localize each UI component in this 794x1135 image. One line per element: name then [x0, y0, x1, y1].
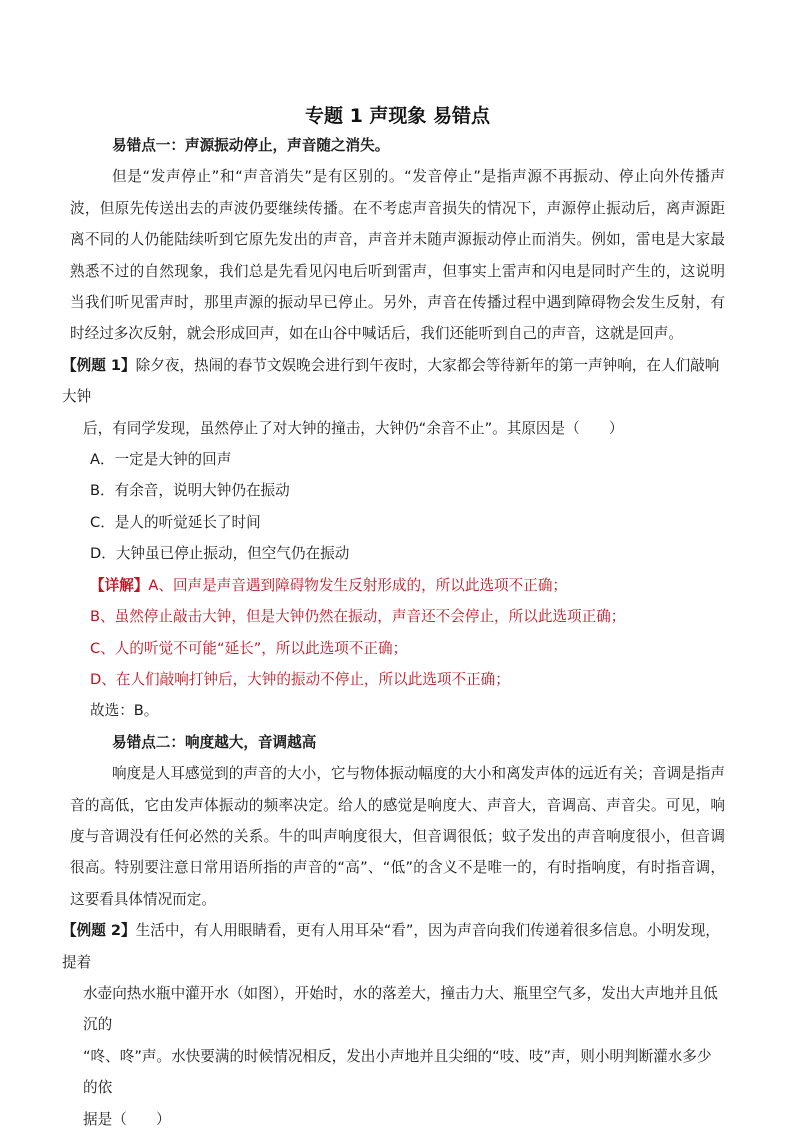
option-b: B．有余音，说明大钟仍在振动	[90, 482, 290, 500]
explanation-d: D、在人们敲响打钟后，大钟的振动不停止，所以此选项不正确；	[90, 670, 510, 688]
explanation-a-text: A、回声是声音遇到障碍物发生反射形成的，所以此选项不正确；	[148, 576, 568, 594]
page-title: 专题 1 声现象 易错点	[304, 105, 491, 127]
option-d: D．大钟虽已停止振动，但空气仍在振动	[90, 545, 350, 563]
option-a: A．一定是大钟的回声	[90, 451, 232, 469]
example-2-text-1: 生活中，有人用眼睛看，更有人用耳朵“看”，因为声音向我们传递着很多信息。小明发现，提着	[62, 922, 720, 971]
example-2	[62, 915, 725, 1135]
error-point-2-heading: 易错点二：响度越大，音调越高	[112, 733, 317, 751]
answer: 故选：B。	[90, 702, 159, 720]
explanation-tag: 【详解】	[90, 576, 149, 594]
explanation-a	[70, 570, 725, 601]
example-2-tag: 【例题 2】	[62, 922, 136, 940]
example-2-line-4: 据是（ ）	[83, 1110, 171, 1128]
example-1-line-1	[62, 350, 725, 413]
example-1-text-1: 除夕夜，热闹的春节文娱晚会进行到午夜时，大家都会等待新年的第一声钟响，在人们敲响大钟	[62, 356, 720, 406]
error-point-1-paragraph: 但是“发声停止”和“声音消失”是有区别的。“发音停止”是指声源不再振动、停止向外传播声波，但原先传送出去的声波仍要继续传播。在不考虑声音损失的情况下，声源停止振动后，离声源距离不同的人仍能陆续听到它原先发出的声音，声音并未随声源振动停止而消失。例如，雷电是大家最熟悉不过的自然现象，我们总是先看见闪电后听到雷声，但事实上雷声和闪电是同时产生的，这说明当我们听见雷声时，那里声源的振动早已停止。另外，声音在传播过程中遇到障碍物会发生反射，有时经过多次反射，就会形成回声，如在山谷中喊话后，我们还能听到自己的声音，这就是回声。	[70, 168, 725, 343]
example-2-line-2: 水壶向热水瓶中灌开水（如图），开始时，水的落差大，撞击力大、瓶里空气多，发出大声地并且低沉的	[83, 984, 718, 1034]
example-1-tag: 【例题 1】	[62, 356, 136, 374]
document-content	[62, 102, 725, 1135]
explanation-b: B、虽然停止敲击大钟，但是大钟仍然在振动，声音还不会停止，所以此选项正确；	[90, 608, 626, 626]
error-point-2-paragraph: 响度是人耳感觉到的声音的大小，它与物体振动幅度的大小和离发声体的远近有关；音调是指声音的高低，它由发声体振动的频率决定。给人的感觉是响度大、声音大，音调高、声音尖。可见，响度与音调没有任何必然的关系。牛的叫声响度很大，但音调很低；蚊子发出的声音响度很小，但音调很高。特别要注意日常用语所指的声音的“高”、“低”的含义不是唯一的，有时指响度，有时指音调，这要看具体情况而定。	[70, 765, 725, 908]
example-2-line-3: “咚、咚”声。水快要满的时候情况相反，发出小声地并且尖细的“吱、吱”声，则小明判断灌水多少的依	[83, 1047, 712, 1097]
example-2-line-1	[62, 915, 725, 978]
option-c: C．是人的听觉延长了时间	[90, 513, 261, 531]
example-1-line-2: 后，有同学发现，虽然停止了对大钟的撞击，大钟仍“余音不止”。其原因是（ ）	[83, 419, 624, 437]
explanation-c: C、人的听觉不可能“延长”，所以此选项不正确；	[90, 639, 408, 657]
error-point-1-heading: 易错点一：声源振动停止，声音随之消失。	[112, 137, 390, 154]
example-1	[62, 350, 725, 444]
